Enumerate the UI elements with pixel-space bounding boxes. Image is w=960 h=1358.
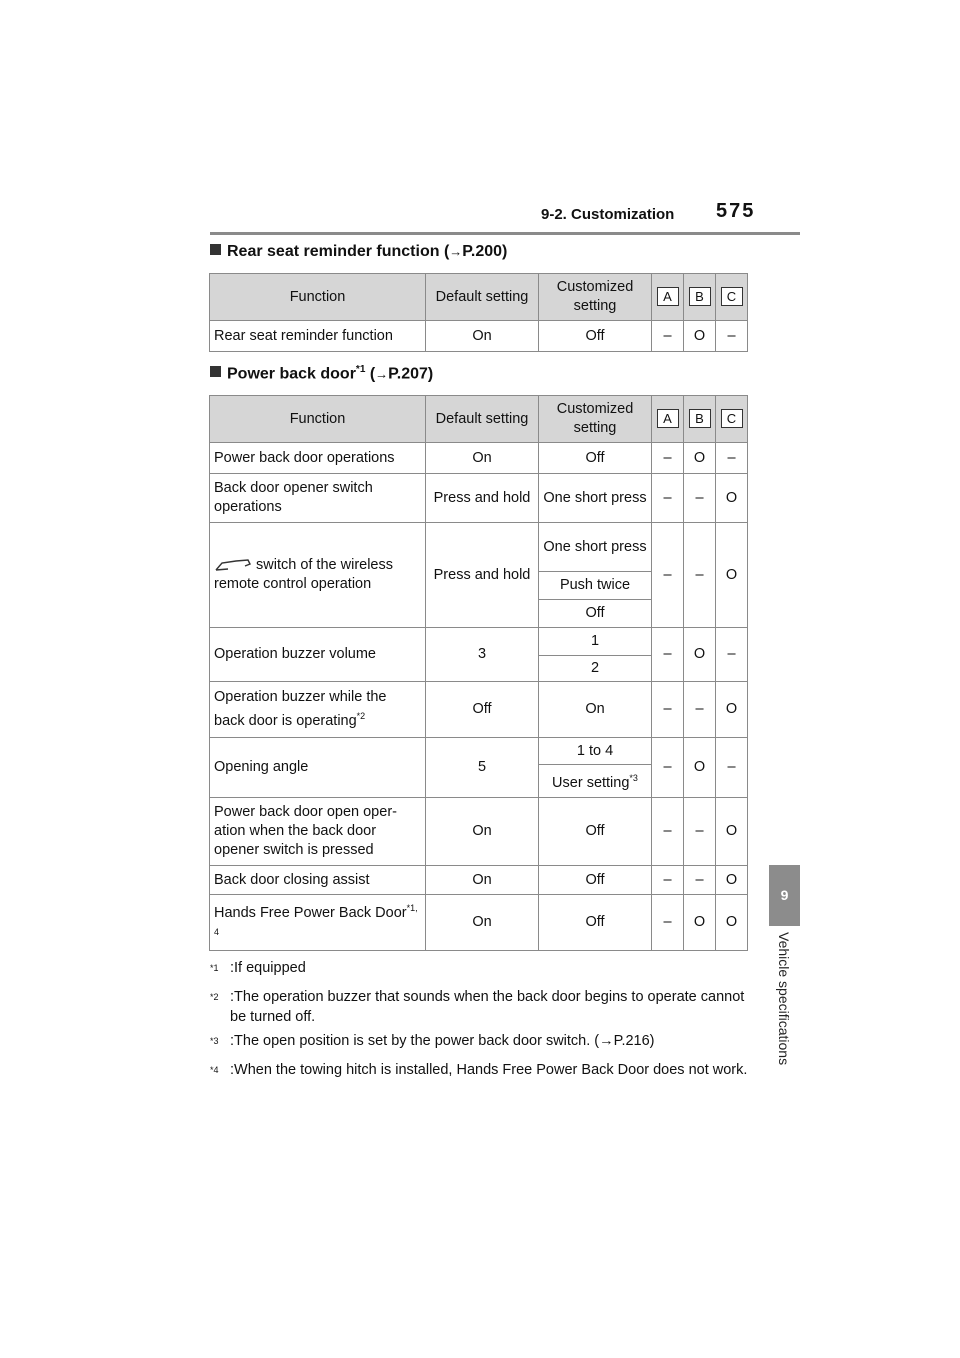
table-row — [210, 443, 748, 474]
c-cell: – — [716, 628, 748, 682]
column-header-c: C — [716, 396, 748, 443]
footnote: $^{*3}$ :The open position is set by the power back door switch. (→P.216) — [210, 1032, 655, 1049]
power-back-door-table — [209, 395, 748, 951]
rear-seat-table — [209, 273, 748, 352]
c-cell: – — [716, 738, 748, 798]
a-cell: – — [652, 866, 684, 895]
customized-cell: Off — [539, 895, 652, 951]
table-header-row — [210, 396, 748, 443]
a-cell: – — [652, 523, 684, 628]
c-cell: O — [716, 866, 748, 895]
page-reference-link[interactable]: P.200) — [462, 243, 508, 260]
a-cell: – — [652, 321, 684, 352]
customized-cell: One short press — [539, 474, 652, 523]
column-header: Customized setting — [539, 396, 652, 443]
function-cell: Power back door open oper- ation when the back door opener switch is pressed — [210, 798, 426, 866]
customized-cell: Off — [539, 798, 652, 866]
b-cell: O — [684, 443, 716, 474]
b-cell: O — [684, 628, 716, 682]
a-cell: – — [652, 798, 684, 866]
function-cell: Back door opener switch operations — [210, 474, 426, 523]
a-cell: – — [652, 474, 684, 523]
c-cell: O — [716, 523, 748, 628]
page-reference-link[interactable]: P.216) — [613, 1032, 655, 1049]
function-cell: Operation buzzer volume — [210, 628, 426, 682]
table-row — [210, 866, 748, 895]
bullet-square-icon — [210, 366, 221, 377]
function-cell: switch of the wireless remote control operation — [210, 523, 426, 628]
rear-seat-heading: Rear seat reminder function (→P.200) — [210, 243, 507, 261]
table-row — [210, 798, 748, 866]
header-divider — [210, 232, 800, 235]
car-back-door-icon — [214, 558, 252, 572]
column-header: Default setting — [426, 396, 539, 443]
column-header: Function — [210, 274, 426, 321]
c-cell: O — [716, 798, 748, 866]
column-header-a: A — [652, 396, 684, 443]
customized-cell: 1 to 4 — [539, 738, 652, 765]
a-cell: – — [652, 628, 684, 682]
function-cell: Operation buzzer while the back door is operating$^{*2}$ — [210, 682, 426, 738]
b-cell: – — [684, 474, 716, 523]
function-cell: Rear seat reminder function — [210, 321, 426, 352]
default-cell: 3 — [426, 628, 539, 682]
table-row — [210, 682, 748, 738]
customized-cell: 1 — [539, 628, 652, 656]
b-cell: O — [684, 321, 716, 352]
customized-cell: User setting$^{*3}$ — [539, 765, 652, 798]
c-cell: – — [716, 321, 748, 352]
a-cell: – — [652, 895, 684, 951]
chapter-tab-divider — [769, 925, 800, 926]
chapter-tab[interactable] — [769, 865, 800, 925]
default-cell: On — [426, 866, 539, 895]
b-cell: O — [684, 738, 716, 798]
default-cell: 5 — [426, 738, 539, 798]
default-cell: On — [426, 443, 539, 474]
function-cell: Hands Free Power Back Door$^{*1, 4}$ — [210, 895, 426, 951]
customized-cell: Off — [539, 600, 652, 628]
customized-cell: Off — [539, 443, 652, 474]
c-cell: O — [716, 895, 748, 951]
table-row — [210, 895, 748, 951]
customized-cell: Push twice — [539, 572, 652, 600]
default-cell: Off — [426, 682, 539, 738]
default-cell: On — [426, 798, 539, 866]
c-cell: O — [716, 682, 748, 738]
b-cell: – — [684, 798, 716, 866]
chapter-label: Vehicle specifications — [776, 932, 792, 1066]
arrow-right-icon: → — [375, 366, 389, 382]
customized-cell: One short press — [539, 523, 652, 572]
power-back-door-heading: Power back door$^{*1}$ (→P.207) — [210, 364, 433, 383]
table-row — [210, 321, 748, 352]
arrow-right-icon: → — [599, 1032, 614, 1049]
column-header: Customized setting — [539, 274, 652, 321]
table-row — [210, 738, 748, 765]
customized-cell: Off — [539, 321, 652, 352]
table-row — [210, 474, 748, 523]
default-cell: On — [426, 321, 539, 352]
column-header-b: B — [684, 396, 716, 443]
customized-cell: Off — [539, 866, 652, 895]
c-cell: – — [716, 443, 748, 474]
page-reference-link[interactable]: P.207) — [388, 365, 434, 383]
footnote: $^{*4}$ :When the towing hitch is installed, Hands Free Power Back Door does not work. — [210, 1061, 748, 1078]
table-row — [210, 523, 748, 572]
a-cell: – — [652, 443, 684, 474]
a-cell: – — [652, 682, 684, 738]
footnote: $^{*2}$ :The operation buzzer that sounds when the back door begins to operate cannot be turned off. — [210, 988, 745, 1025]
column-header: Function — [210, 396, 426, 443]
function-cell: Opening angle — [210, 738, 426, 798]
customized-cell: 2 — [539, 656, 652, 682]
arrow-right-icon: → — [449, 244, 463, 259]
default-cell: Press and hold — [426, 474, 539, 523]
section-title: 9-2. Customization — [541, 206, 675, 223]
table-row — [210, 628, 748, 656]
column-header: Default setting — [426, 274, 539, 321]
footnote: $^{*1}$ :If equipped — [210, 960, 306, 976]
footnotes — [210, 958, 750, 1088]
c-cell: O — [716, 474, 748, 523]
default-cell: Press and hold — [426, 523, 539, 628]
page-number: 575 — [716, 200, 756, 222]
customized-cell: On — [539, 682, 652, 738]
function-cell: Power back door operations — [210, 443, 426, 474]
b-cell: O — [684, 895, 716, 951]
bullet-square-icon — [210, 244, 221, 255]
chapter-number: 9 — [780, 887, 789, 903]
b-cell: – — [684, 866, 716, 895]
table-header-row — [210, 274, 748, 321]
column-header-c: C — [716, 274, 748, 321]
a-cell: – — [652, 738, 684, 798]
b-cell: – — [684, 523, 716, 628]
column-header-a: A — [652, 274, 684, 321]
column-header-b: B — [684, 274, 716, 321]
b-cell: – — [684, 682, 716, 738]
default-cell: On — [426, 895, 539, 951]
function-cell: Back door closing assist — [210, 866, 426, 895]
